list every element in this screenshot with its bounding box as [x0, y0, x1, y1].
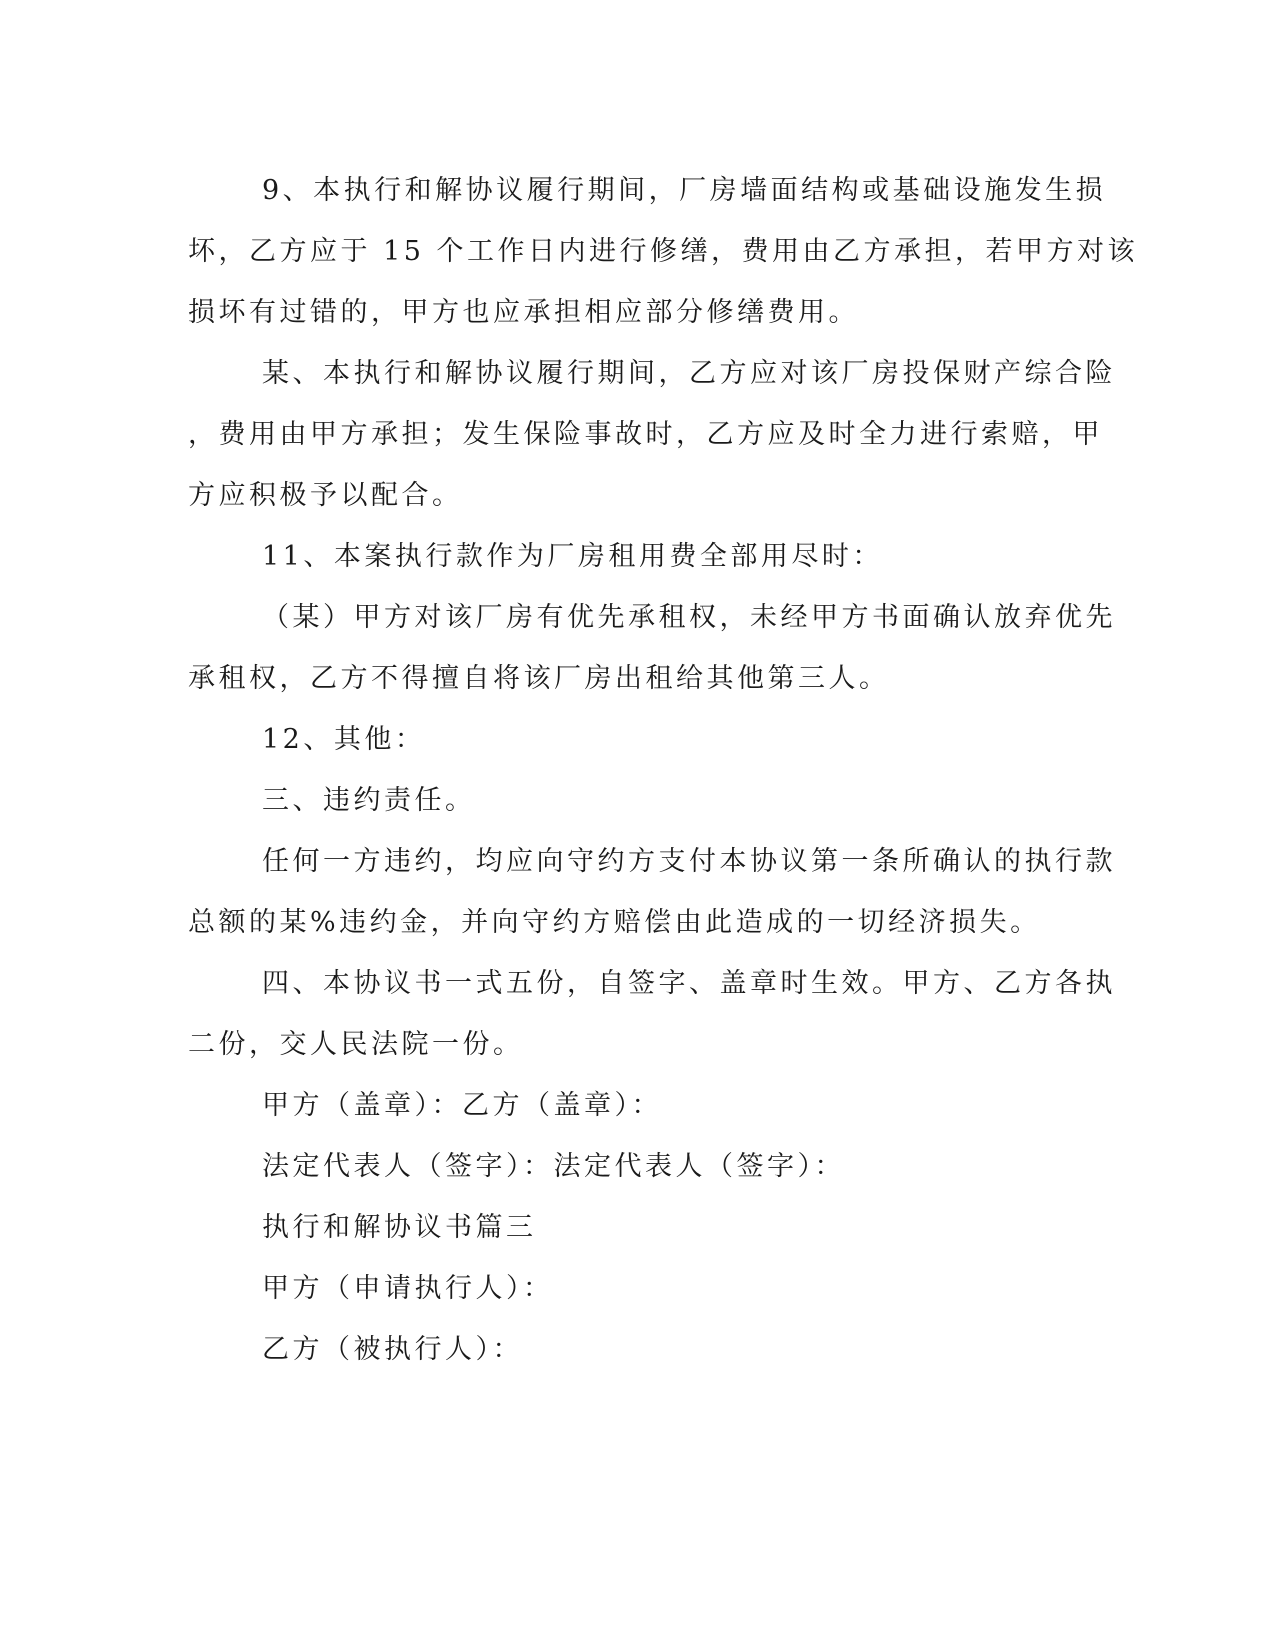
signature-line-seal: 甲方（盖章）：乙方（盖章）： — [262, 1090, 662, 1121]
paragraph-line: 9、本执行和解协议履行期间，厂房墙面结构或基础设施发生损 — [262, 175, 1107, 206]
paragraph-line: 损坏有过错的，甲方也应承担相应部分修缮费用。 — [188, 297, 859, 328]
paragraph-line: ，费用由甲方承担；发生保险事故时，乙方应及时全力进行索赔，甲 — [188, 419, 1103, 450]
paragraph-line: 二份，交人民法院一份。 — [188, 1029, 524, 1060]
paragraph-line: 总额的某%违约金，并向守约方赔偿由此造成的一切经济损失。 — [188, 907, 1041, 938]
party-b-label: 乙方（被执行人）： — [262, 1334, 523, 1365]
section-heading: 三、违约责任。 — [262, 785, 476, 816]
paragraph-line: 12、其他： — [262, 724, 426, 755]
paragraph-line: 某、本执行和解协议履行期间，乙方应对该厂房投保财产综合险 — [262, 358, 1116, 389]
paragraph-line: 承租权，乙方不得擅自将该厂房出租给其他第三人。 — [188, 663, 890, 694]
document-body — [188, 160, 1139, 1380]
paragraph-line: 11、本案执行款作为厂房租用费全部用尽时： — [262, 541, 883, 572]
paragraph-line: 方应积极予以配合。 — [188, 480, 463, 511]
paragraph-line: 坏，乙方应于 15 个工作日内进行修缮，费用由乙方承担，若甲方对该 — [188, 236, 1139, 267]
paragraph-line: 任何一方违约，均应向守约方支付本协议第一条所确认的执行款 — [262, 846, 1116, 877]
paragraph-line: （某）甲方对该厂房有优先承租权，未经甲方书面确认放弃优先 — [262, 602, 1116, 633]
signature-line-representative: 法定代表人（签字）：法定代表人（签字）： — [262, 1151, 845, 1182]
document-section-title: 执行和解协议书篇三 — [262, 1212, 537, 1243]
paragraph-line: 四、本协议书一式五份，自签字、盖章时生效。甲方、乙方各执 — [262, 968, 1116, 999]
party-a-label: 甲方（申请执行人）： — [262, 1273, 554, 1304]
